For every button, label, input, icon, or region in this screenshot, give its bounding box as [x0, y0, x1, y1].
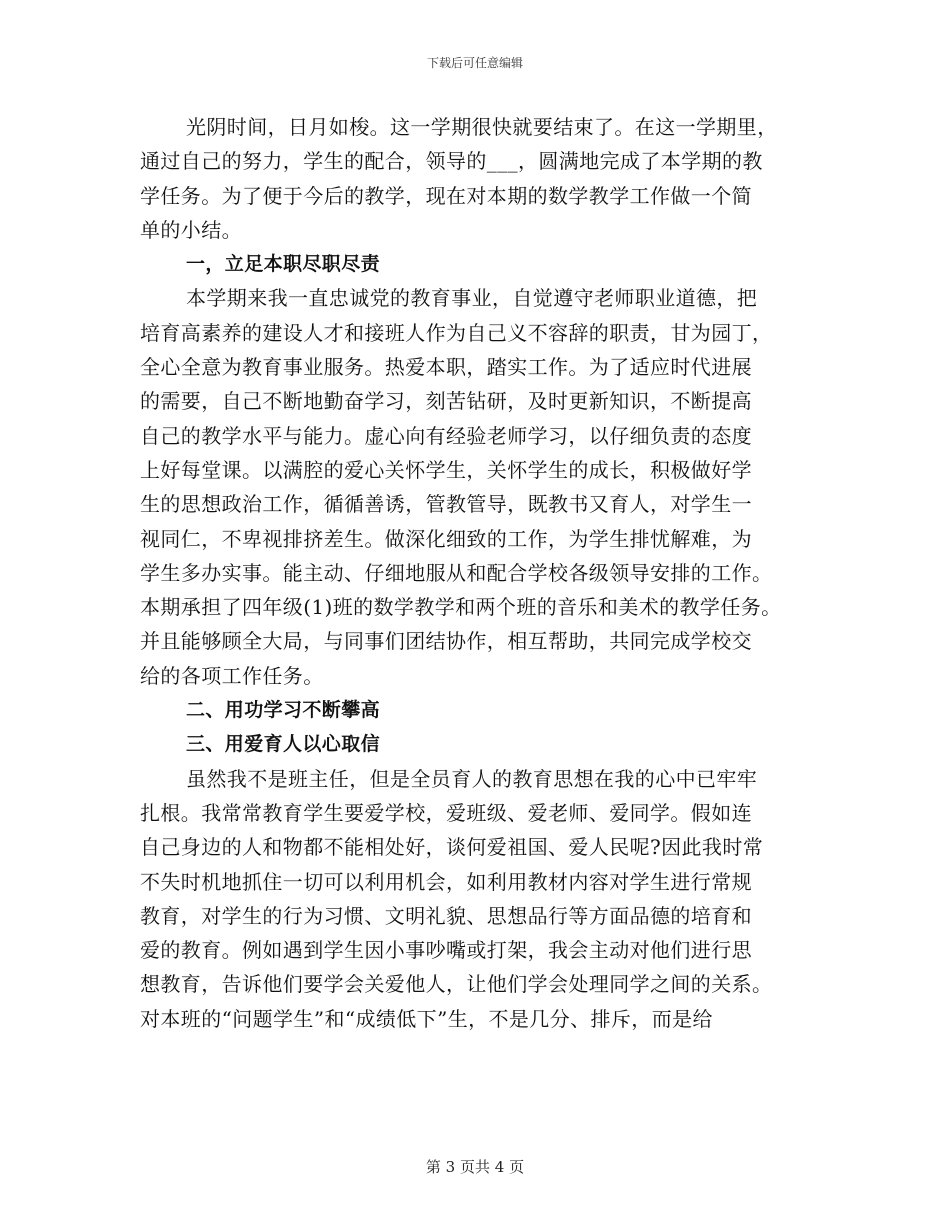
text-line: 爱的教育。例如遇到学生因小事吵嘴或打架，我会主动对他们进行思 — [140, 938, 752, 963]
text-line: 想教育，告诉他们要学会关爱他人，让他们学会处理同学之间的关系。 — [140, 972, 773, 997]
text-line: 虽然我不是班主任，但是全员育人的教育思想在我的心中已牢牢 — [186, 766, 758, 791]
text-line: 学任务。为了便于今后的教学，现在对本期的数学教学工作做一个简 — [140, 183, 752, 208]
text-line: 自己身边的人和物都不能相处好，谈何爱祖国、爱人民呢?因此我时常 — [140, 835, 764, 860]
section-heading: 三、用爱育人以心取信 — [186, 733, 381, 756]
page-header: 下载后可任意编辑 — [426, 56, 523, 70]
text-line: 光阴时间，日月如梭。这一学期很快就要结束了。在这一学期里， — [186, 115, 778, 139]
text-line: 不失时机地抓住一切可以利用机会，如利用教材内容对学生进行常规 — [140, 869, 752, 894]
text-line: 全心全意为教育事业服务。热爱本职，踏实工作。为了适应时代进展 — [140, 355, 752, 380]
text-line: 扎根。我常常教育学生要爱学校，爱班级、爱老师、爱同学。假如连 — [140, 800, 752, 825]
page-footer: 第 3 页共 4 页 — [425, 1158, 525, 1176]
text-line: 视同仁，不卑视排挤差生。做深化细致的工作，为学生排忧解难，为 — [140, 526, 752, 551]
text-line: 生的思想政治工作，循循善诱，管教管导，既教书又育人，对学生一 — [140, 492, 752, 517]
section-heading: 二、用功学习不断攀高 — [186, 699, 381, 722]
section-heading: 一，立足本职尽职尽责 — [186, 253, 381, 276]
text-line: 并且能够顾全大局，与同事们团结协作，相互帮助，共同完成学校交 — [140, 629, 752, 654]
text-line: 对本班的“问题学生”和“成绩低下”生，不是几分、排斥，而是给 — [140, 1006, 713, 1031]
text-line: 上好每堂课。以满腔的爱心关怀学生，关怀学生的成长，积极做好学 — [140, 457, 752, 482]
text-line: 本学期来我一直忠诚党的教育事业，自觉遵守老师职业道德，把 — [186, 286, 758, 311]
text-line: 的需要，自己不断地勤奋学习，刻苦钻研，及时更新知识，不断提高 — [140, 389, 752, 414]
text-line: 单的小结。 — [140, 217, 242, 242]
text-line: 学生多办实事。能主动、仔细地服从和配合学校各级领导安排的工作。 — [140, 560, 773, 585]
text-line: 教育，对学生的行为习惯、文明礼貌、思想品行等方面品德的培育和 — [140, 903, 752, 928]
text-line: 培育高素养的建设人才和接班人作为自己义不容辞的职责，甘为园丁， — [140, 320, 773, 345]
text-line: 给的各项工作任务。 — [140, 663, 324, 688]
text-line: 自己的教学水平与能力。虚心向有经验老师学习，以仔细负责的态度 — [140, 423, 752, 448]
document-body — [140, 110, 810, 1036]
text-line: 本期承担了四年级(1)班的数学教学和两个班的音乐和美术的教学任务。 — [140, 595, 782, 620]
text-line: 通过自己的努力，学生的配合，领导的___，圆满地完成了本学期的教 — [140, 149, 763, 174]
